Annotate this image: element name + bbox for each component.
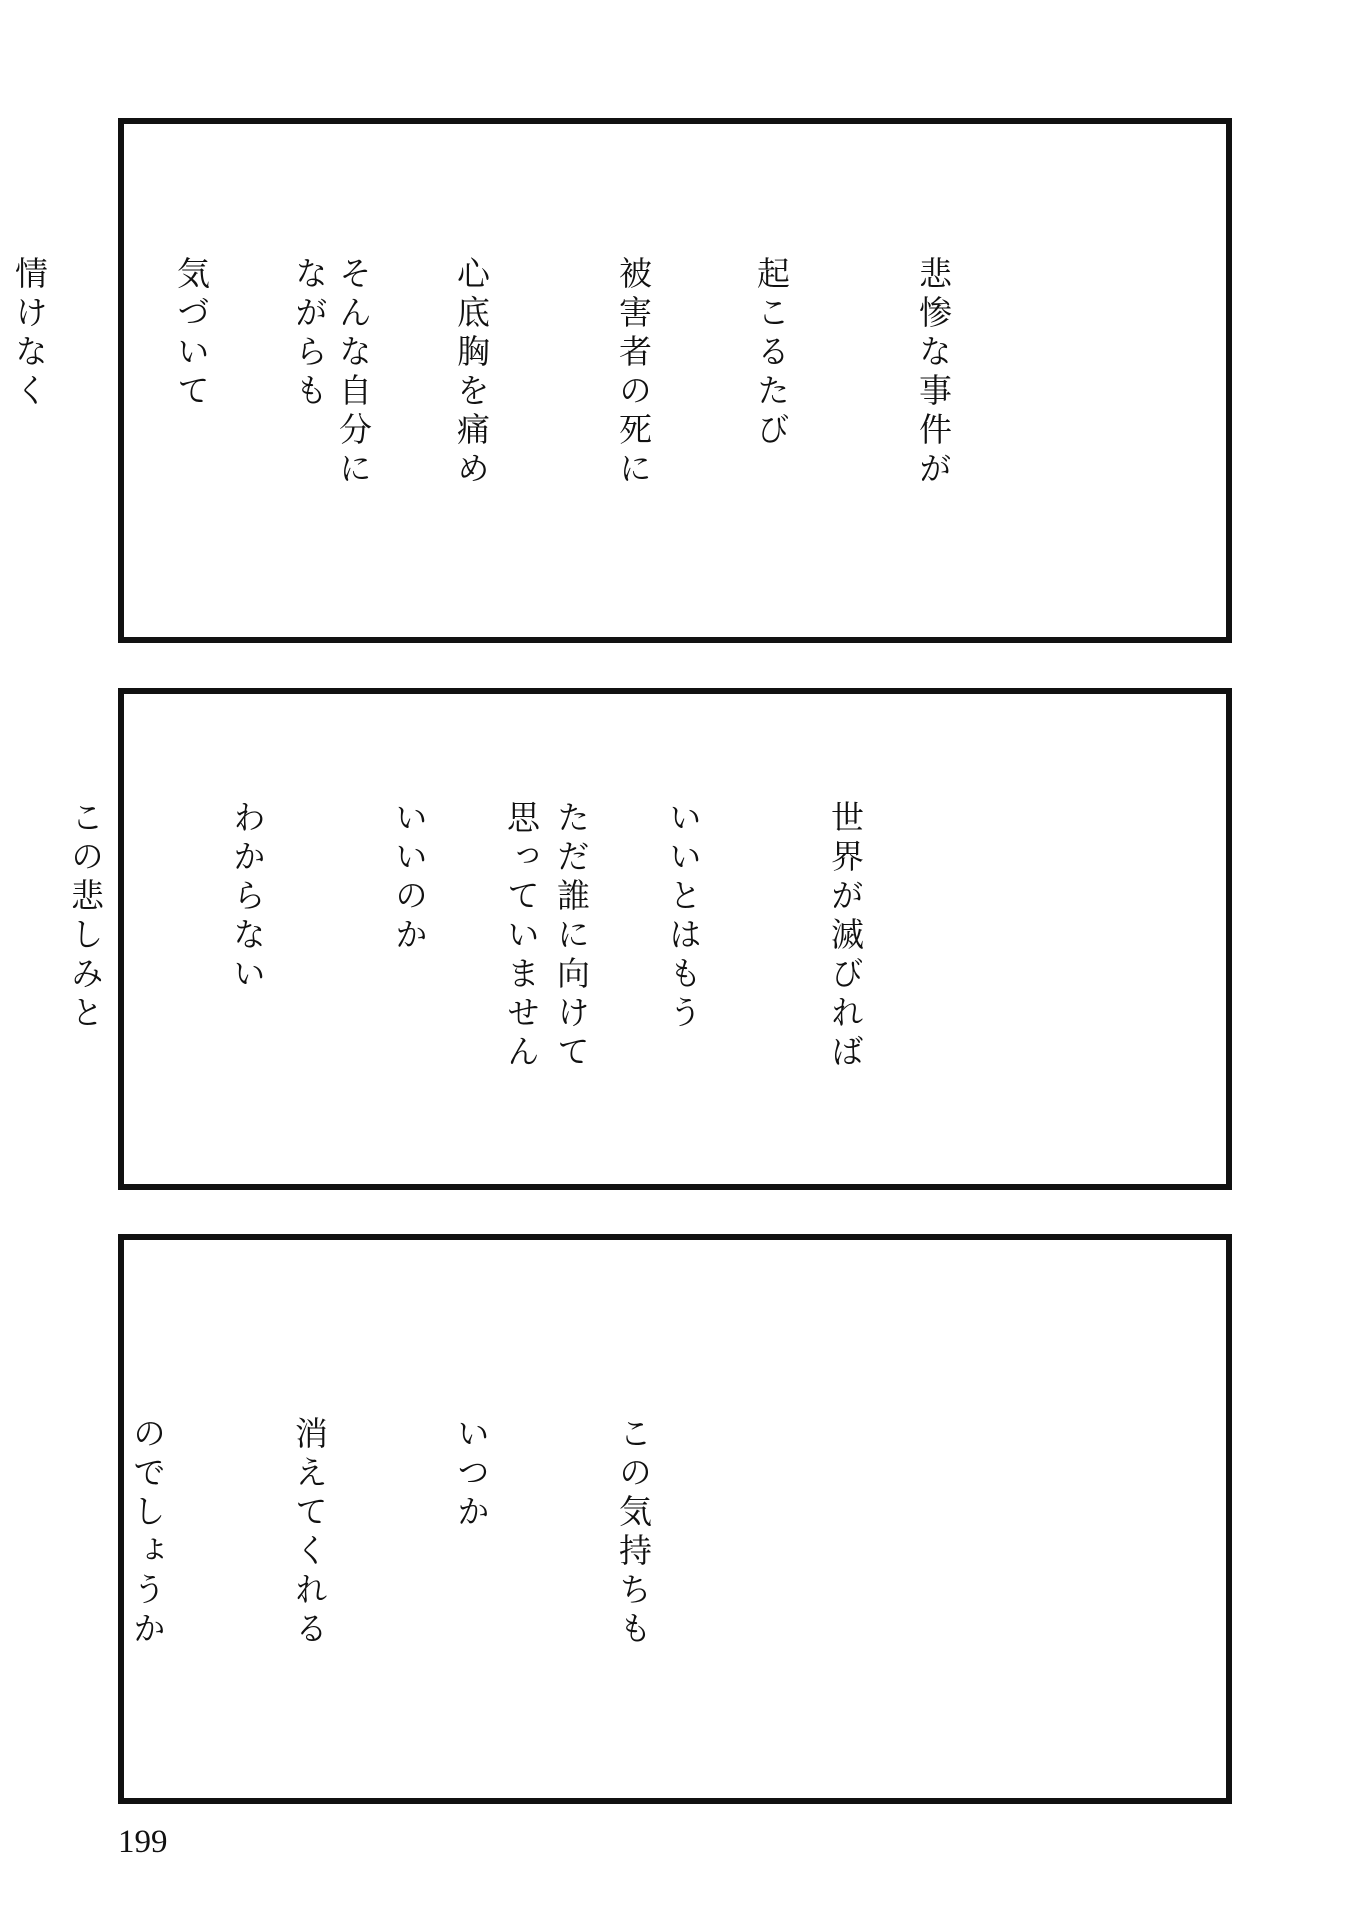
- panel-2: [66, 688, 1232, 1190]
- text-line: ながらも: [290, 256, 329, 412]
- text-line: 消えてくれる: [290, 1416, 329, 1650]
- text-line: ただ誰に向けて: [552, 800, 591, 1073]
- text-line: いつか: [452, 1416, 491, 1533]
- text-line: わからない: [228, 800, 267, 995]
- page-number: 199: [118, 1824, 168, 1860]
- text-line: この悲しみと: [66, 800, 105, 1034]
- text-line: この気持ちも: [614, 1416, 653, 1650]
- text-line: 被害者の死に: [614, 256, 653, 490]
- text-line: 気づいて: [172, 256, 211, 412]
- stanza: [0, 256, 488, 490]
- text-line: 情けなく: [10, 256, 49, 412]
- panel-3: [118, 1234, 1232, 1804]
- text-line: 起こるたび: [752, 256, 791, 451]
- text-line: のでしょうか: [128, 1416, 167, 1650]
- text-line: 思っていません: [502, 800, 541, 1073]
- text-line: そんな自分に: [334, 256, 373, 490]
- panel-1: [10, 118, 1232, 643]
- text-line: 悲惨な事件が: [914, 256, 953, 490]
- text-line: 心底胸を痛め: [452, 256, 491, 490]
- stanza: [12, 1416, 768, 1650]
- text-line: いいのか: [390, 800, 429, 956]
- text-line: いいとはもう: [664, 800, 703, 1034]
- stanza: [0, 800, 706, 1073]
- text-line: 世界が滅びれば: [826, 800, 865, 1073]
